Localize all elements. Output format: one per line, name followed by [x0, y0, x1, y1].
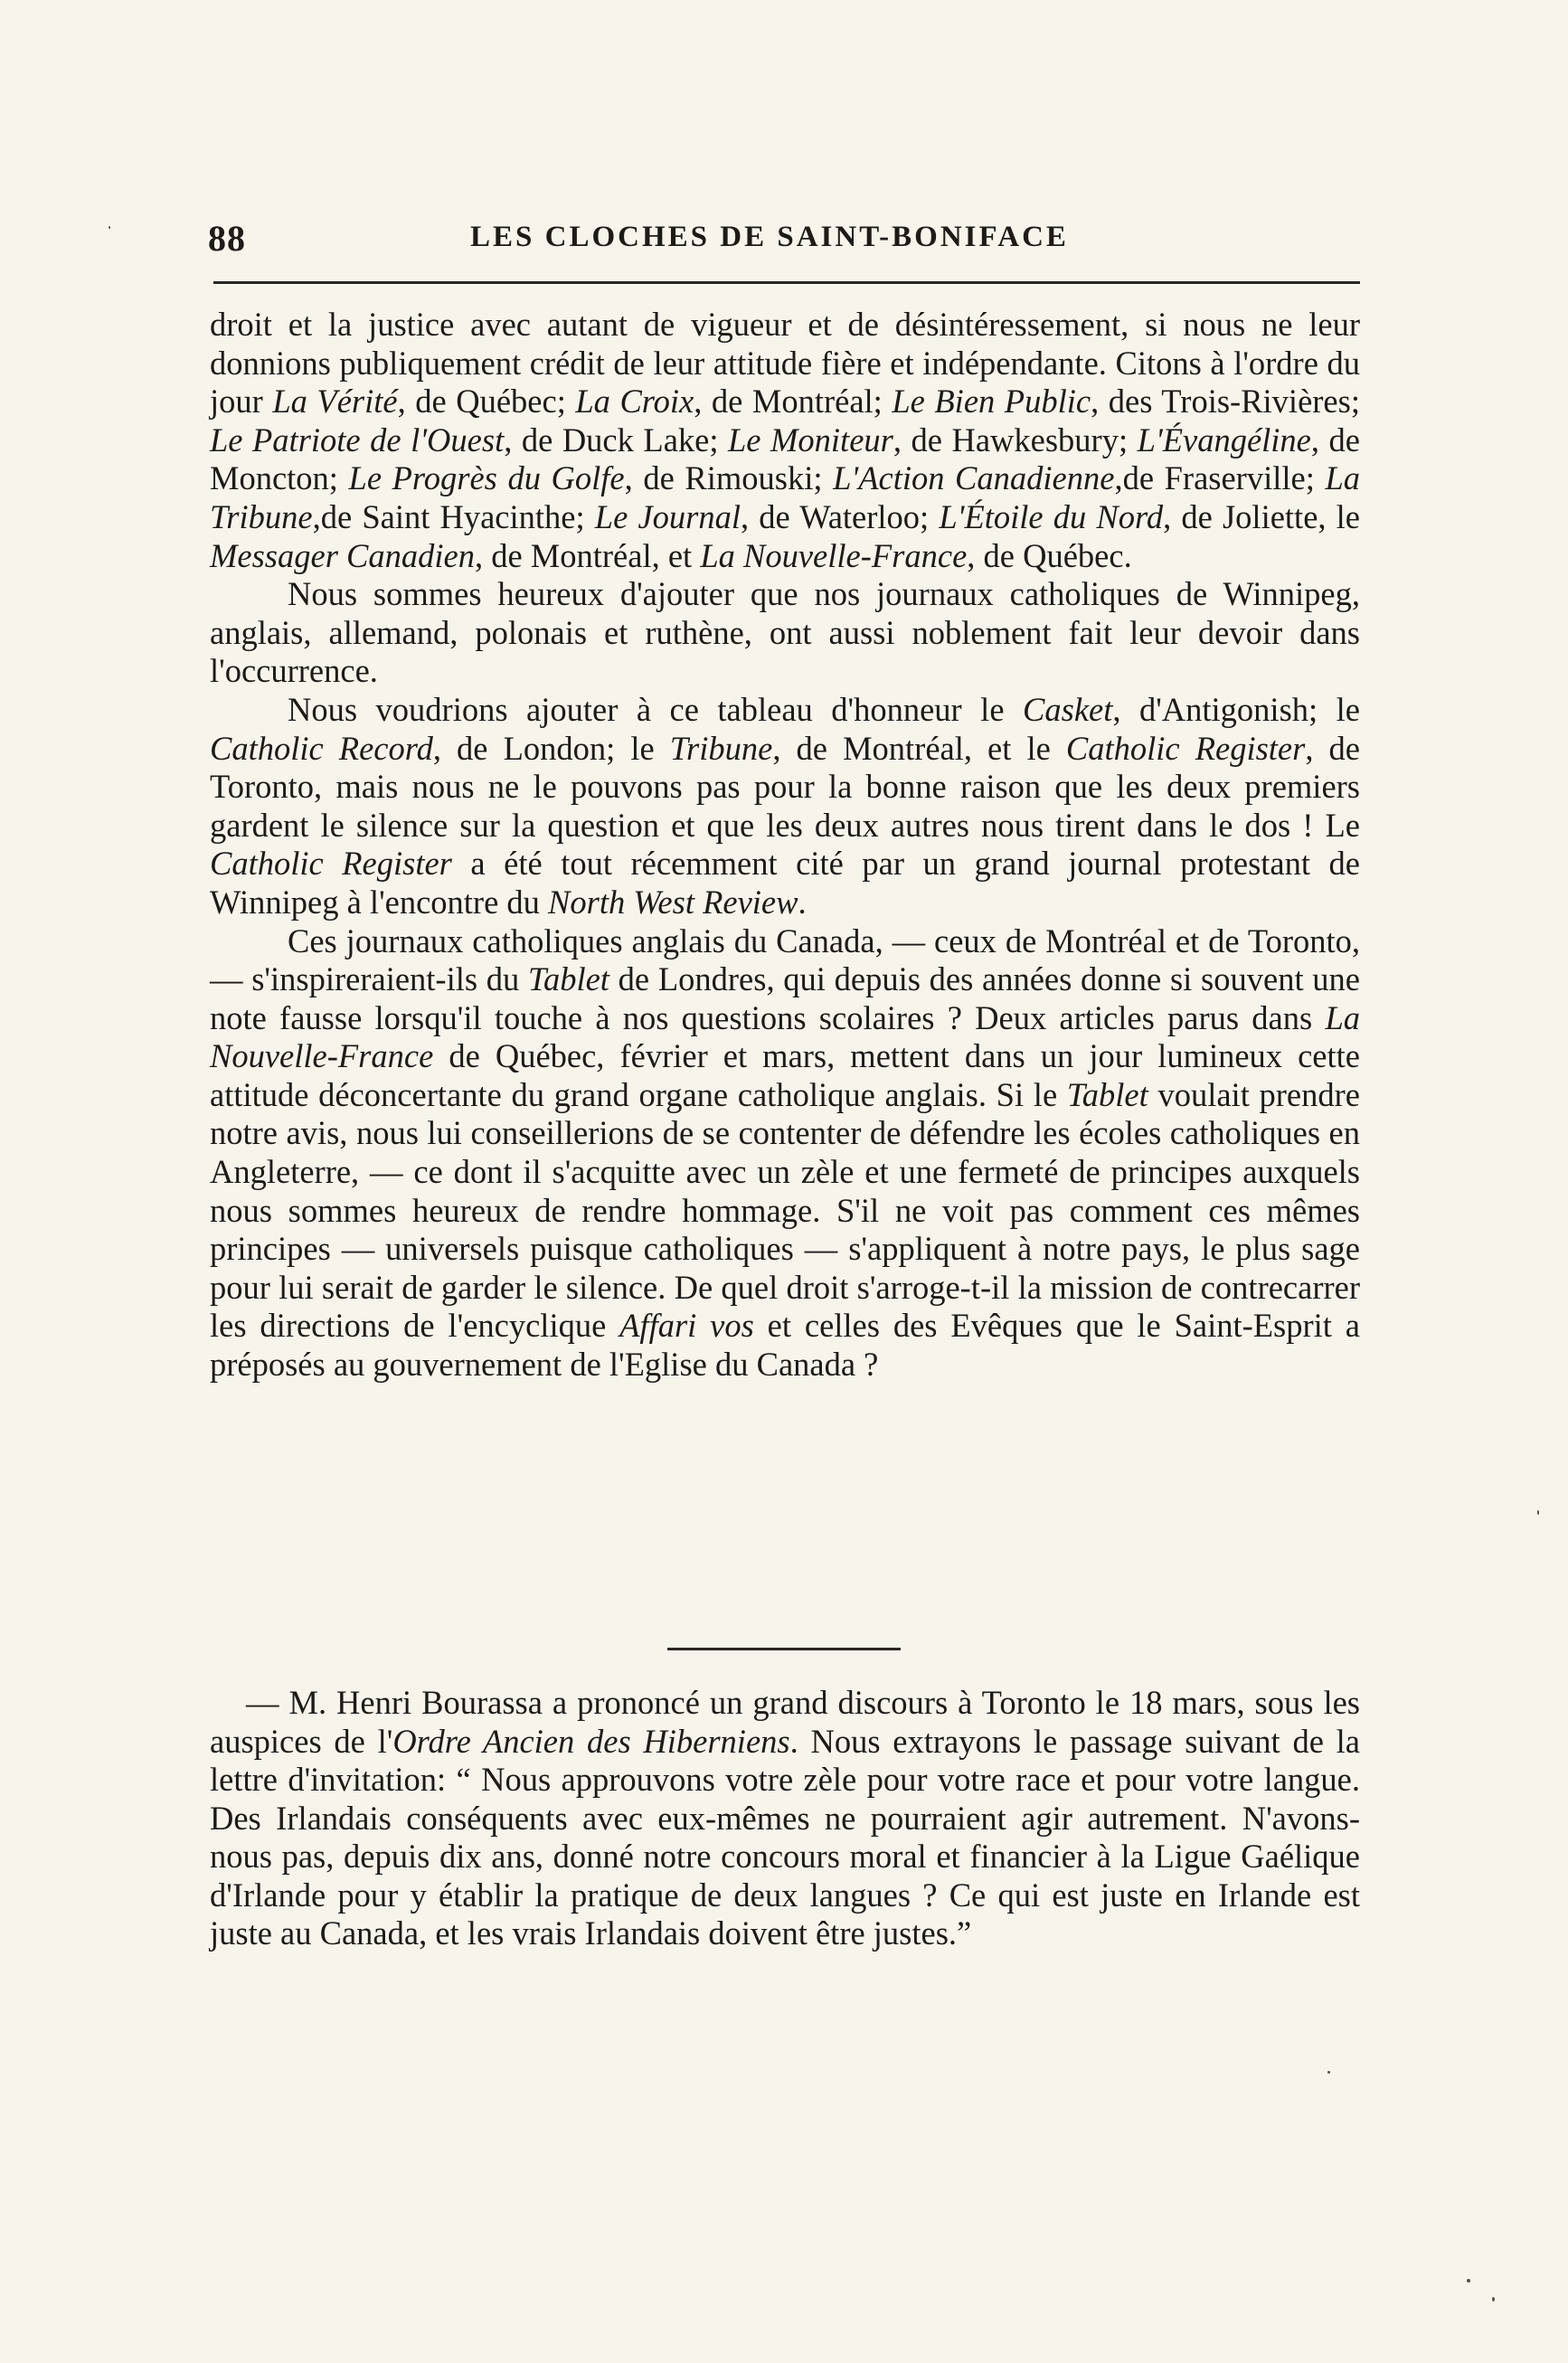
text-run: , de Montréal, et — [474, 536, 701, 574]
news-item — [210, 1684, 1360, 1953]
italic-title: La Vérité — [272, 383, 398, 421]
running-head — [208, 217, 1356, 271]
text-run: voulait prendre notre avis, nous lui conseillerions de se contenter de défendre les écoles catholiques en Angleterre, — ce dont il s'acquitte avec un zèle et une fermeté de principes auxquels nous sommes heureux de rendre hommage. S'il ne voit pas comment ces mêmes principes — universels puisque catholiques — s'appliquent à notre pays, le plus sage pour lui serait de garder le silence. De quel droit s'arroge-t-il la mission de contrecarrer les directions de l'encyclique — [210, 1075, 1360, 1345]
italic-title: Catholic Register — [210, 845, 452, 883]
italic-title: Catholic Register — [1065, 729, 1306, 767]
text-run: ,de Fraserville; — [1114, 459, 1326, 497]
italic-title: L'Évangéline — [1137, 421, 1311, 458]
scan-speck — [1467, 2279, 1470, 2283]
italic-title: Tablet — [1066, 1075, 1148, 1113]
italic-title: Tribune — [669, 729, 773, 767]
text-run: , de Québec. — [967, 536, 1132, 574]
text-run: de Londres, qui depuis des années donne si souvent une note fausse lorsqu'il touche à nos questions scolaires ? Deux articles parus dans — [210, 960, 1360, 1036]
italic-title: L'Étoile du Nord — [939, 497, 1164, 535]
text-run: ,de Saint Hyacinthe; — [312, 497, 595, 535]
italic-title: Ordre Ancien des Hiberniens — [392, 1722, 790, 1760]
text-run: , de Québec; — [397, 383, 576, 421]
text-run: , de Waterloo; — [740, 497, 940, 535]
page-number: 88 — [208, 218, 246, 259]
running-title: LES CLOCHES DE SAINT-BONIFACE — [470, 221, 1069, 253]
italic-title: Le Patriote de l'Ouest — [210, 421, 505, 458]
text-run: Nous sommes heureux d'ajouter que nos journaux catholiques de Winnipeg, anglais, allemand, polonais et ruthène, ont aussi noblement fait leur devoir dans l'occurrence. — [210, 575, 1360, 690]
text-run: , de Joliette, le — [1163, 497, 1361, 535]
text-run: , de Hawkesbury; — [893, 421, 1138, 458]
text-run: Ces journaux catholiques anglais du Canada, — ceux de Montréal et de Toronto, — s'inspireraient-ils du — [210, 922, 1360, 998]
italic-title: Le Bien Public — [892, 383, 1091, 421]
section-divider — [667, 1648, 901, 1650]
scan-speck — [109, 226, 110, 229]
text-run: , de Moncton; — [210, 421, 1360, 497]
text-run: , d'Antigonish; le — [1112, 690, 1360, 728]
scan-speck — [1327, 2071, 1330, 2074]
text-run: , de Toronto, mais nous ne le pouvons pas pour la bonne raison que les deux premiers gardent le silence sur la question et que les deux autres nous tirent dans le dos ! Le — [210, 729, 1360, 844]
italic-title: Affari vos — [619, 1307, 754, 1345]
italic-title: Le Moniteur — [728, 421, 893, 458]
italic-title: Casket — [1023, 690, 1113, 728]
italic-title: La Nouvelle-France — [700, 536, 968, 574]
italic-title: Tablet — [528, 960, 609, 998]
text-run: — M. Henri Bourassa a prononcé un grand discours à Toronto le 18 mars, sous les auspices de l' — [210, 1684, 1360, 1760]
header-rule — [213, 281, 1360, 284]
italic-title: L'Action Canadienne — [833, 459, 1115, 497]
italic-title: Le Journal — [594, 497, 741, 535]
text-run: , de Montréal; — [694, 383, 893, 421]
italic-title: La Tribune — [210, 459, 1360, 535]
paragraph — [210, 575, 1360, 691]
text-run: , de Duck Lake; — [504, 421, 728, 458]
text-run: , de Montréal, et le — [772, 729, 1066, 767]
italic-title: La Croix — [575, 383, 694, 421]
article-body — [210, 306, 1360, 1385]
italic-title: Catholic Record — [210, 729, 433, 767]
italic-title: Le Progrès du Golfe — [348, 459, 625, 497]
text-run: . Nous extrayons le passage suivant de la lettre d'invitation: “ Nous approuvons votre zèle pour votre race et pour votre langue. Des Irlandais conséquents avec eux-mêmes ne pourraient agir autrement. N'avons-nous pas, depuis dix ans, donné notre concours moral et financier à la Ligue Gaélique d'Irlande pour y établir la pratique de deux langues ? Ce qui est juste en Irlande est juste au Canada, et les vrais Irlandais doivent être justes.” — [210, 1722, 1360, 1952]
text-run: de Québec, février et mars, mettent dans un jour lumineux cette attitude déconcertante du grand organe catholique anglais. Si le — [210, 1037, 1360, 1113]
text-run: , de Rimouski; — [624, 459, 834, 497]
italic-title: North West Review — [548, 883, 798, 921]
paragraph — [210, 922, 1360, 1385]
scan-speck — [1492, 2297, 1495, 2302]
paragraph — [210, 306, 1360, 575]
text-run: Nous voudrions ajouter à ce tableau d'honneur le — [288, 690, 1024, 728]
paragraph — [210, 691, 1360, 922]
text-run: et celles des Evêques que le Saint-Esprit a préposés au gouvernement de l'Eglise du Canada ? — [210, 1307, 1360, 1384]
text-run: , de London; le — [432, 729, 670, 767]
scan-speck — [1537, 1510, 1539, 1515]
text-run: , des Trois-Rivières; — [1091, 383, 1360, 421]
paragraph — [210, 1684, 1360, 1953]
italic-title: Messager Canadien — [210, 536, 475, 574]
text-run: droit et la justice avec autant de vigueur et de désintéressement, si nous ne leur donnions publiquement crédit de leur attitude fière et indépendante. Citons à l'ordre du jour — [210, 306, 1360, 421]
text-run: a été tout récemment cité par un grand journal protestant de Winnipeg à l'encontre du — [210, 845, 1360, 921]
text-run: . — [798, 883, 807, 921]
italic-title: La Nouvelle-France — [210, 998, 1360, 1075]
